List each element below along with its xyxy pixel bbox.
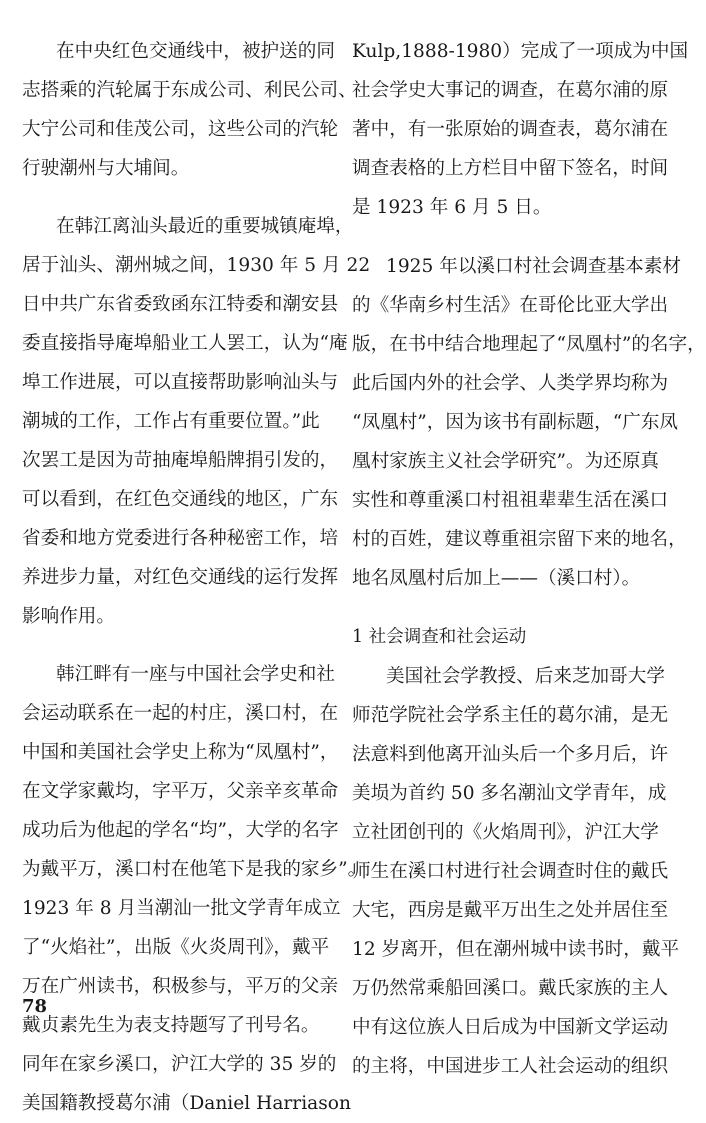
- paragraph-gap: [22, 188, 338, 207]
- paragraph-gap: [22, 636, 338, 655]
- text-line: 大宁公司和佳茂公司，这些公司的汽轮: [22, 119, 339, 140]
- paragraph: [352, 247, 706, 598]
- paragraph-gap: [352, 227, 670, 247]
- text-line: 立社团创刊的《火焰周刊》，沪江大学: [352, 822, 659, 843]
- paragraph: [352, 32, 689, 227]
- text-line: 成功后为他起的学名“均”，大学的名字: [22, 820, 339, 841]
- text-line: 可以看到，在红色交通线的地区，广东: [22, 489, 339, 510]
- text-line: 版，在书中结合地理起了“凤凰村”的名字，: [352, 334, 706, 355]
- text-line: 的《华南乡村生活》在哥伦比亚大学出: [352, 295, 669, 316]
- text-line: 行驶潮州与大埔间。: [22, 158, 190, 179]
- text-line: Kulp,1888-1980）完成了一项成为中国: [352, 41, 689, 62]
- text-line: 著中，有一张原始的调查表，葛尔浦在: [352, 119, 669, 140]
- text-line: 万仍然常乘船回溪口。戴氏家族的主人: [352, 978, 669, 999]
- text-line: “凤凰村”，因为该书有副标题，“广东凤: [352, 412, 679, 433]
- text-line: 村的百姓，建议尊重祖宗留下来的地名，: [352, 529, 687, 550]
- text-line: 社会学史大事记的调查，在葛尔浦的原: [352, 80, 669, 101]
- text-line: 调查表格的上方栏目中留下签名，时间: [352, 158, 669, 179]
- text-line: 万在广州读书，积极参与，平万的父亲: [22, 976, 339, 997]
- text-line: 地名凤凰村后加上——（溪口村）。: [352, 568, 641, 589]
- text-line: 在中央红色交通线中，被护送的同: [56, 41, 335, 62]
- paragraph: [22, 207, 371, 636]
- text-line: 在文学家戴均，字平万，父亲辛亥革命: [22, 781, 339, 802]
- page-number: 78: [22, 996, 48, 1017]
- text-line: 韩江畔有一座与中国社会学史和社: [56, 664, 335, 685]
- text-line: 的主将，中国进步工人社会运动的组织: [352, 1056, 669, 1077]
- text-line: 美国籍教授葛尔浦（Daniel Harriason: [22, 1093, 351, 1114]
- text-line: 影响作用。: [22, 606, 115, 627]
- text-line: 中国和美国社会学史上称为“凤凰村”，: [22, 742, 339, 763]
- paragraph: [22, 32, 357, 188]
- text-line: 实性和尊重溪口村祖祖辈辈生活在溪口: [352, 490, 669, 511]
- text-line: 12 岁离开，但在潮州城中读书时，戴平: [352, 939, 680, 960]
- text-line: 省委和地方党委进行各种秘密工作，培: [22, 528, 339, 549]
- left-column: [22, 32, 371, 1123]
- text-line: 了“火焰社”，出版《火炎周刊》，戴平: [22, 937, 330, 958]
- text-line: 养进步力量，对红色交通线的运行发挥: [22, 567, 339, 588]
- text-line: 会运动联系在一起的村庄，溪口村，在: [22, 703, 339, 724]
- text-line: 同年在家乡溪口，沪江大学的 35 岁的: [22, 1054, 337, 1075]
- text-line: 志搭乘的汽轮属于东成公司、利民公司、: [22, 80, 357, 101]
- text-line: 居于汕头、潮州城之间，1930 年 5 月 22: [22, 255, 371, 276]
- text-line: 此后国内外的社会学、人类学界均称为: [352, 373, 669, 394]
- right-column: [352, 32, 706, 1086]
- text-line: 美国社会学教授、后来芝加哥大学: [386, 666, 665, 687]
- section-heading: 1 社会调查和社会运动: [352, 627, 527, 647]
- text-line: 在韩江离汕头最近的重要城镇庵埠，: [56, 216, 354, 237]
- text-line: 法意料到他离开汕头后一个多月后，许: [352, 744, 669, 765]
- text-line: 为戴平万，溪口村在他笔下是我的家乡”。: [22, 859, 367, 880]
- text-line: 是 1923 年 6 月 5 日。: [352, 197, 552, 218]
- text-line: 1925 年以溪口村社会调查基本素材: [386, 256, 681, 277]
- text-line: 委直接指导庵埠船业工人罢工，认为“庵: [22, 333, 348, 354]
- paragraph-gap: [352, 598, 670, 618]
- text-line: 戴贞素先生为表支持题写了刊号名。: [22, 1015, 320, 1036]
- text-line: 师生在溪口村进行社会调查时住的戴氏: [352, 861, 669, 882]
- text-line: 日中共广东省委致函东江特委和潮安县: [22, 294, 339, 315]
- text-line: 次罢工是因为苛抽庵埠船牌捐引发的，: [22, 450, 339, 471]
- text-line: 师范学院社会学系主任的葛尔浦，是无: [352, 705, 669, 726]
- text-line: 埠工作进展，可以直接帮助影响汕头与: [22, 372, 339, 393]
- text-line: 大宅，西房是戴平万出生之处并居住至: [352, 900, 669, 921]
- text-line: 美埙为首约 50 多名潮汕文学青年，成: [352, 783, 667, 804]
- paragraph: [22, 655, 367, 1123]
- text-line: 凰村家族主义社会学研究”。为还原真: [352, 451, 660, 472]
- paragraph: [352, 657, 680, 1086]
- text-line: 中有这位族人日后成为中国新文学运动: [352, 1017, 669, 1038]
- text-line: 潮城的工作，工作占有重要位置。”此: [22, 411, 320, 432]
- text-line: 1923 年 8 月当潮汕一批文学青年成立: [22, 898, 341, 919]
